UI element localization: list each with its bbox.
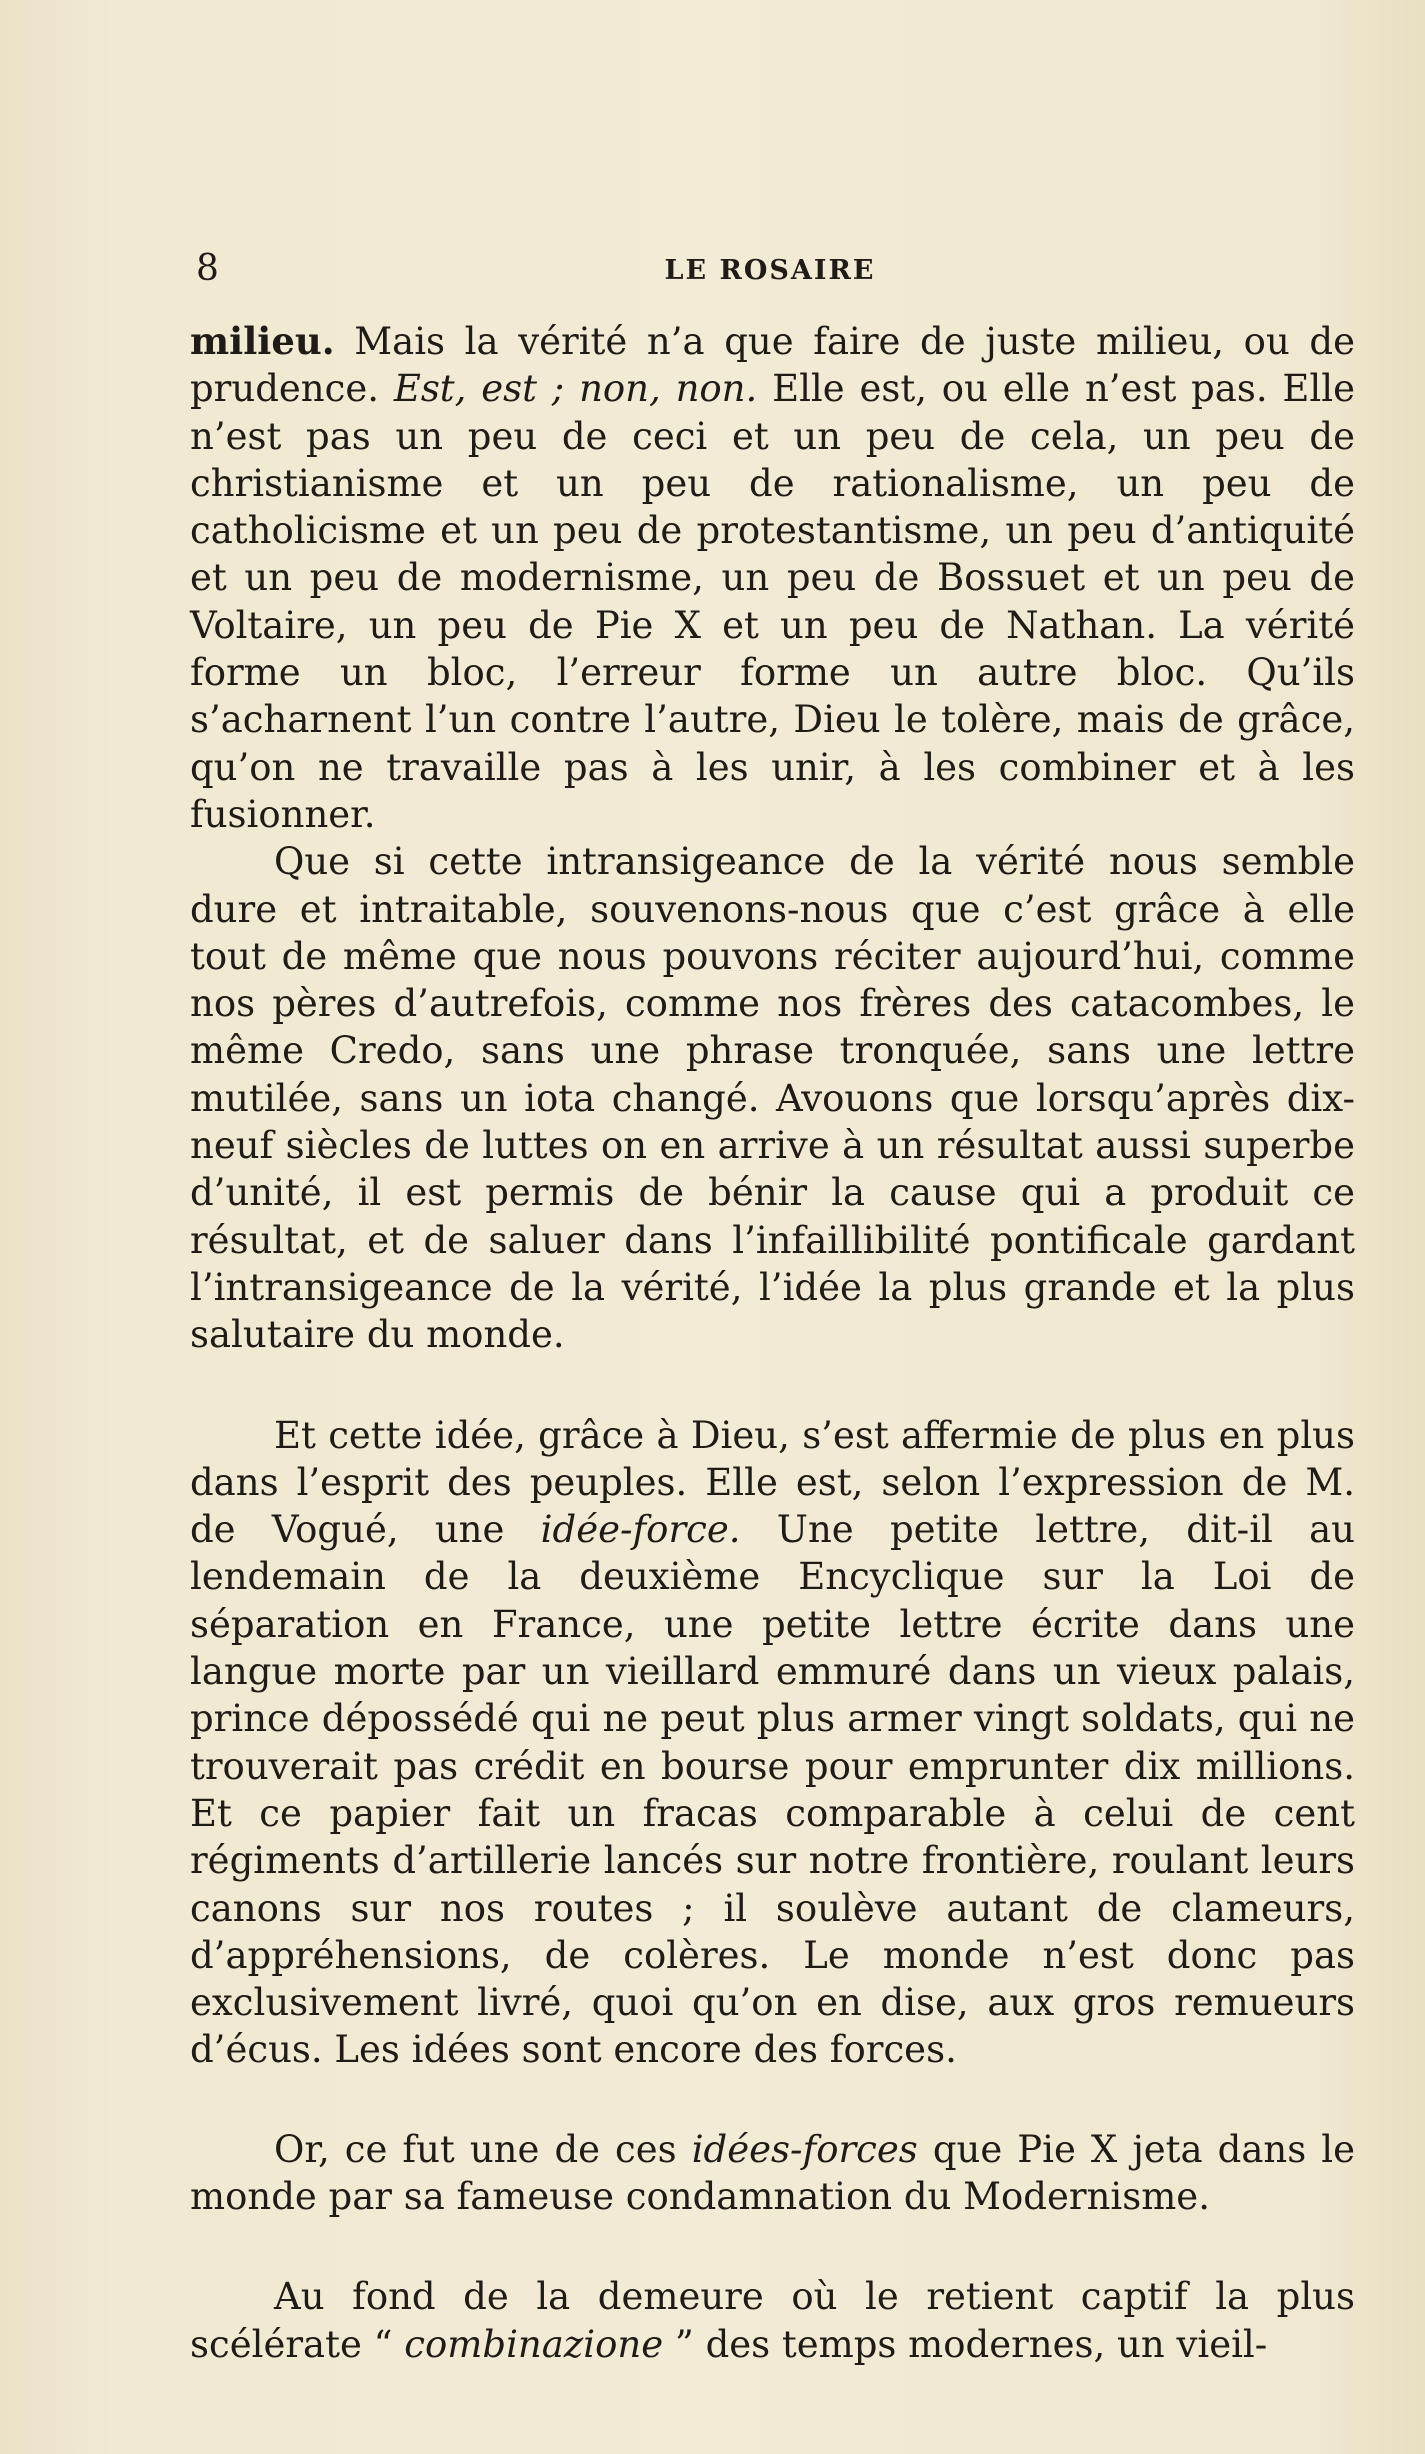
paragraph-5-text-a: Au fond de la demeure où le retient captif la plus scélérate “ — [190, 2275, 1355, 2366]
paragraph-1 — [190, 318, 1355, 838]
paragraph-5 — [190, 2273, 1355, 2368]
paragraph-2 — [190, 838, 1355, 1358]
paragraph-5-text-b: ” des temps modernes, un vieil- — [663, 2322, 1268, 2366]
paragraph-4-italic: idées-forces — [691, 2127, 918, 2171]
paragraph-3-text-b: Une petite lettre, dit-il au lendemain de la deuxième Encyclique sur la Loi de séparation en France, une petite lettre écrite dans une langue morte par un vieillard emmuré dans un vieux palais, prince dépossédé qui ne peut plus armer vingt soldats, qui ne trouverait pas crédit en bourse pour emprunter dix millions. Et ce papier fait un fracas comparable à celui de cent régiments d’artillerie lancés sur notre frontière, roulant leurs canons sur nos routes ; il soulève autant de clameurs, d’appréhensions, de colères. Le monde n’est donc pas exclusivement livré, quoi qu’on en dise, aux gros remueurs d’écus. Les idées sont encore des forces. — [190, 1508, 1355, 2072]
paragraph-2-text: Que si cette intransigeance de la vérité nous semble dure et intraitable, souvenons-nous que c’est grâce à elle tout de même que nous pouvons réciter aujourd’hui, comme nos pères d’autrefois, comme nos frères des catacombes, le même Credo, sans une phrase tronquée, sans une lettre mutilée, sans un iota changé. Avouons que lorsqu’après dix-neuf siècles de luttes on en arrive à un résultat aussi superbe d’unité, il est permis de bénir la cause qui a produit ce résultat, et de saluer dans l’infaillibilité pontificale gardant l’intransigeance de la vérité, l’idée la plus grande et la plus salutaire du monde. — [190, 840, 1355, 1357]
paragraph-4-text-b: que Pie X jeta dans le monde par sa fameuse condamnation du Modernisme. — [190, 2127, 1355, 2218]
paragraph-1-italic: Est, est ; non, non. — [393, 367, 758, 411]
paragraph-3-text-a: Et cette idée, grâce à Dieu, s’est affermie de plus en plus dans l’esprit des peuples. Elle est, selon l’expression de M. de Vogué, une — [190, 1413, 1355, 1552]
page-number: 8 — [196, 248, 219, 289]
body-text — [190, 318, 1355, 2368]
paragraph-5-italic: combinazione — [404, 2322, 664, 2366]
running-head — [190, 244, 1350, 294]
paragraph-3 — [190, 1412, 1355, 2074]
paragraph-3-italic: idée-force. — [540, 1508, 741, 1552]
paragraph-4-text-a: Or, ce fut une de ces — [274, 2127, 692, 2171]
paragraph-4 — [190, 2126, 1355, 2221]
paragraph-1-text-b: Elle est, ou elle n’est pas. Elle n’est pas un peu de ceci et un peu de cela, un peu de christianisme et un peu de rationalisme, un peu de catholicisme et un peu de protestantisme, un peu d’antiquité et un peu de modernisme, un peu de Bossuet et un peu de Voltaire, un peu de Pie X et un peu de Nathan. La vérité forme un bloc, l’erreur forme un autre bloc. Qu’ils s’acharnent l’un contre l’autre, Dieu le tolère, mais de grâce, qu’on ne travaille pas à les unir, à les combiner et à les fusionner. — [190, 367, 1355, 836]
paragraph-1-lead: milieu. — [190, 319, 335, 363]
paragraph-1-text-a: Mais la vérité n’a que faire de juste milieu, ou de prudence. — [190, 320, 1355, 411]
running-title: LE ROSAIRE — [664, 255, 876, 286]
